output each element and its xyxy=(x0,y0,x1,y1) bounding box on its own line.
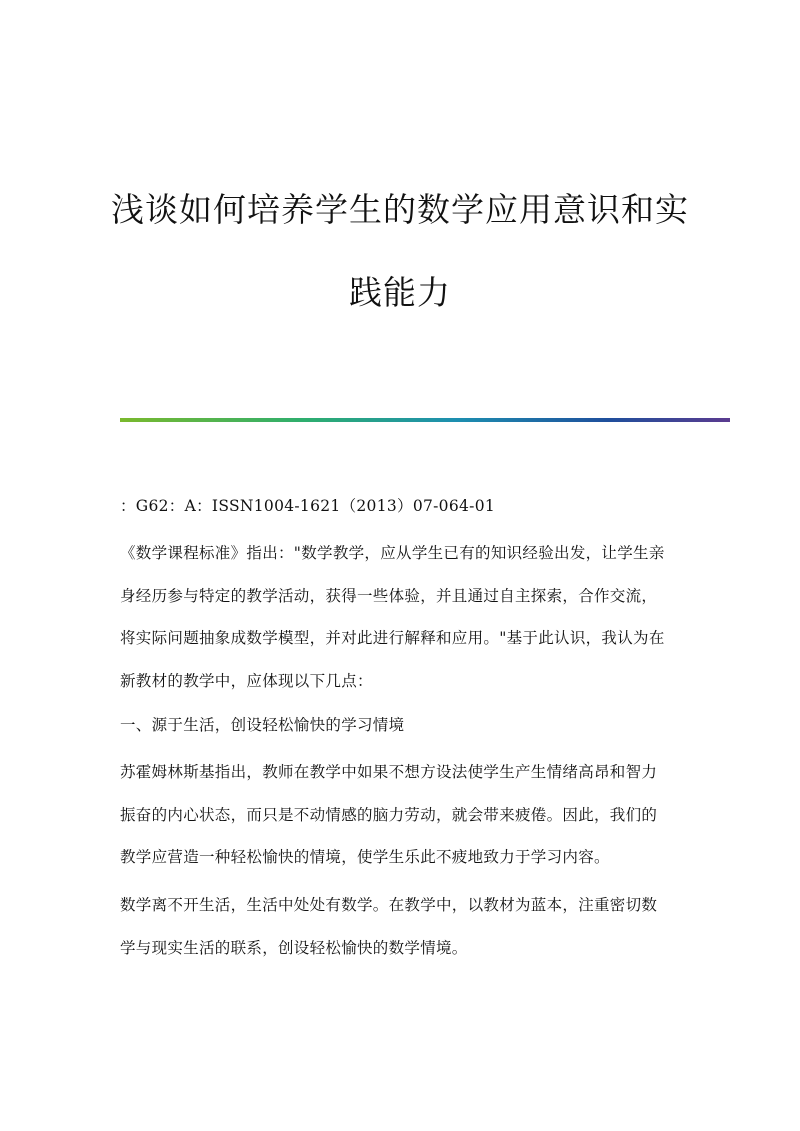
title-divider xyxy=(120,418,730,422)
paragraph-1-line-3: 将实际问题抽象成数学模型，并对此进行解释和应用。"基于此认识，我认为在 xyxy=(120,629,665,647)
page-title-line-1: 浅谈如何培养学生的数学应用意识和实 xyxy=(111,190,689,229)
paragraph-1-line-1: 《数学课程标准》指出："数学教学，应从学生已有的知识经验出发，让学生亲 xyxy=(120,544,665,562)
paragraph-2-line-2: 振奋的内心状态，而只是不动情感的脑力劳动，就会带来疲倦。因此，我们的 xyxy=(120,806,658,824)
paragraph-3-line-2: 学与现实生活的联系，创设轻松愉快的数学情境。 xyxy=(120,939,468,957)
classification-meta: ：G62：A：ISSN1004-1621（2013）07-064-01 xyxy=(120,497,496,515)
paragraph-1-line-4: 新教材的教学中，应体现以下几点： xyxy=(120,672,373,690)
paragraph-3-line-1: 数学离不开生活，生活中处处有数学。在教学中，以教材为蓝本，注重密切数 xyxy=(120,896,658,914)
paragraph-1-line-2: 身经历参与特定的教学活动，获得一些体验，并且通过自主探索，合作交流， xyxy=(120,587,658,605)
paragraph-2-line-1: 苏霍姆林斯基指出，教师在教学中如果不想方设法使学生产生情绪高昂和智力 xyxy=(120,763,658,781)
paragraph-2-line-3: 教学应营造一种轻松愉快的情境，使学生乐此不疲地致力于学习内容。 xyxy=(120,848,610,866)
page-title-line-2: 践能力 xyxy=(349,273,451,312)
section-heading-1: 一、源于生活，创设轻松愉快的学习情境 xyxy=(120,716,405,734)
